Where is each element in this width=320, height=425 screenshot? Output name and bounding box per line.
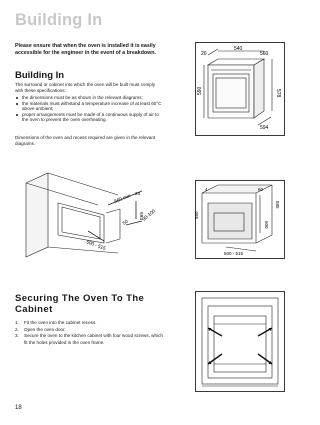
list-item [15, 333, 163, 346]
securing-screws-diagram [195, 291, 285, 392]
securing-screws-drawing [196, 292, 284, 391]
page-title: Building In [15, 11, 103, 29]
dimensions-note: Dimensions of the oven and recess required are given in the relevant diagrams. [15, 135, 156, 146]
dimension-label: 60 [258, 187, 264, 192]
dimension-label: 20 [201, 51, 207, 57]
list-item: proper arrangements must be made of a continuous supply of air to the oven to prevent the oven overheating. [22, 112, 163, 123]
oven-dimensions-diagram [195, 42, 285, 136]
specification-list [15, 95, 163, 123]
column-installation-drawing [18, 165, 188, 257]
oven-dimensions-drawing [196, 43, 284, 135]
dimension-label: 600 [264, 221, 269, 229]
dimension-label: 500 - 515 [224, 251, 244, 256]
page-number: 18 [15, 405, 22, 411]
step-text: Fit the oven into the cabinet recess. [24, 320, 97, 325]
list-item: the dimensions must be as shown in the relevant diagrams; [22, 95, 163, 101]
list-item [15, 320, 163, 327]
list-item: the materials must withstand a temperature increase of at least 60°C above ambient; [22, 100, 162, 112]
under-counter-diagram [195, 180, 285, 259]
installation-intro: Please ensure that when the oven is installed it is easily accessible for the engineer in the event of a breakdown. [15, 43, 156, 56]
building-in-heading: Building In [15, 70, 65, 81]
building-in-lead: The surround or cabinet into which the oven will be built must comply with these specifications: [15, 82, 156, 93]
step-text: Secure the oven to the kitchen cabinet with four wood screws, which fit the holes provided in the oven frame. [24, 333, 163, 345]
dimension-label: 585 [275, 201, 280, 209]
securing-heading: Securing The Oven To The Cabinet [15, 293, 145, 315]
column-installation-diagram [18, 165, 188, 257]
dimension-label: 560 [260, 51, 269, 57]
securing-steps [15, 320, 163, 346]
dimension-label: 90-100 [142, 209, 157, 223]
dimension-label: 578 [275, 89, 281, 98]
dimension-label: 560 [194, 211, 199, 219]
dimension-label: 560 min [113, 193, 132, 205]
under-counter-drawing [196, 181, 284, 258]
step-number: 2. [15, 326, 19, 332]
step-number: 3. [15, 333, 19, 339]
dimension-label: 593 [138, 212, 143, 221]
dimension-label: 590 [197, 86, 203, 95]
step-text: Open the oven door. [24, 326, 66, 332]
step-number: 1. [15, 320, 19, 325]
dimension-label: 500 - 515 [85, 240, 107, 252]
dimension-label: 594 [260, 125, 269, 131]
list-item [15, 327, 163, 334]
dimension-label: 50 [122, 219, 130, 227]
dimension-label: 4 [205, 187, 208, 192]
dimension-label: 20 [135, 192, 141, 197]
dimension-label: 540 [234, 46, 243, 52]
